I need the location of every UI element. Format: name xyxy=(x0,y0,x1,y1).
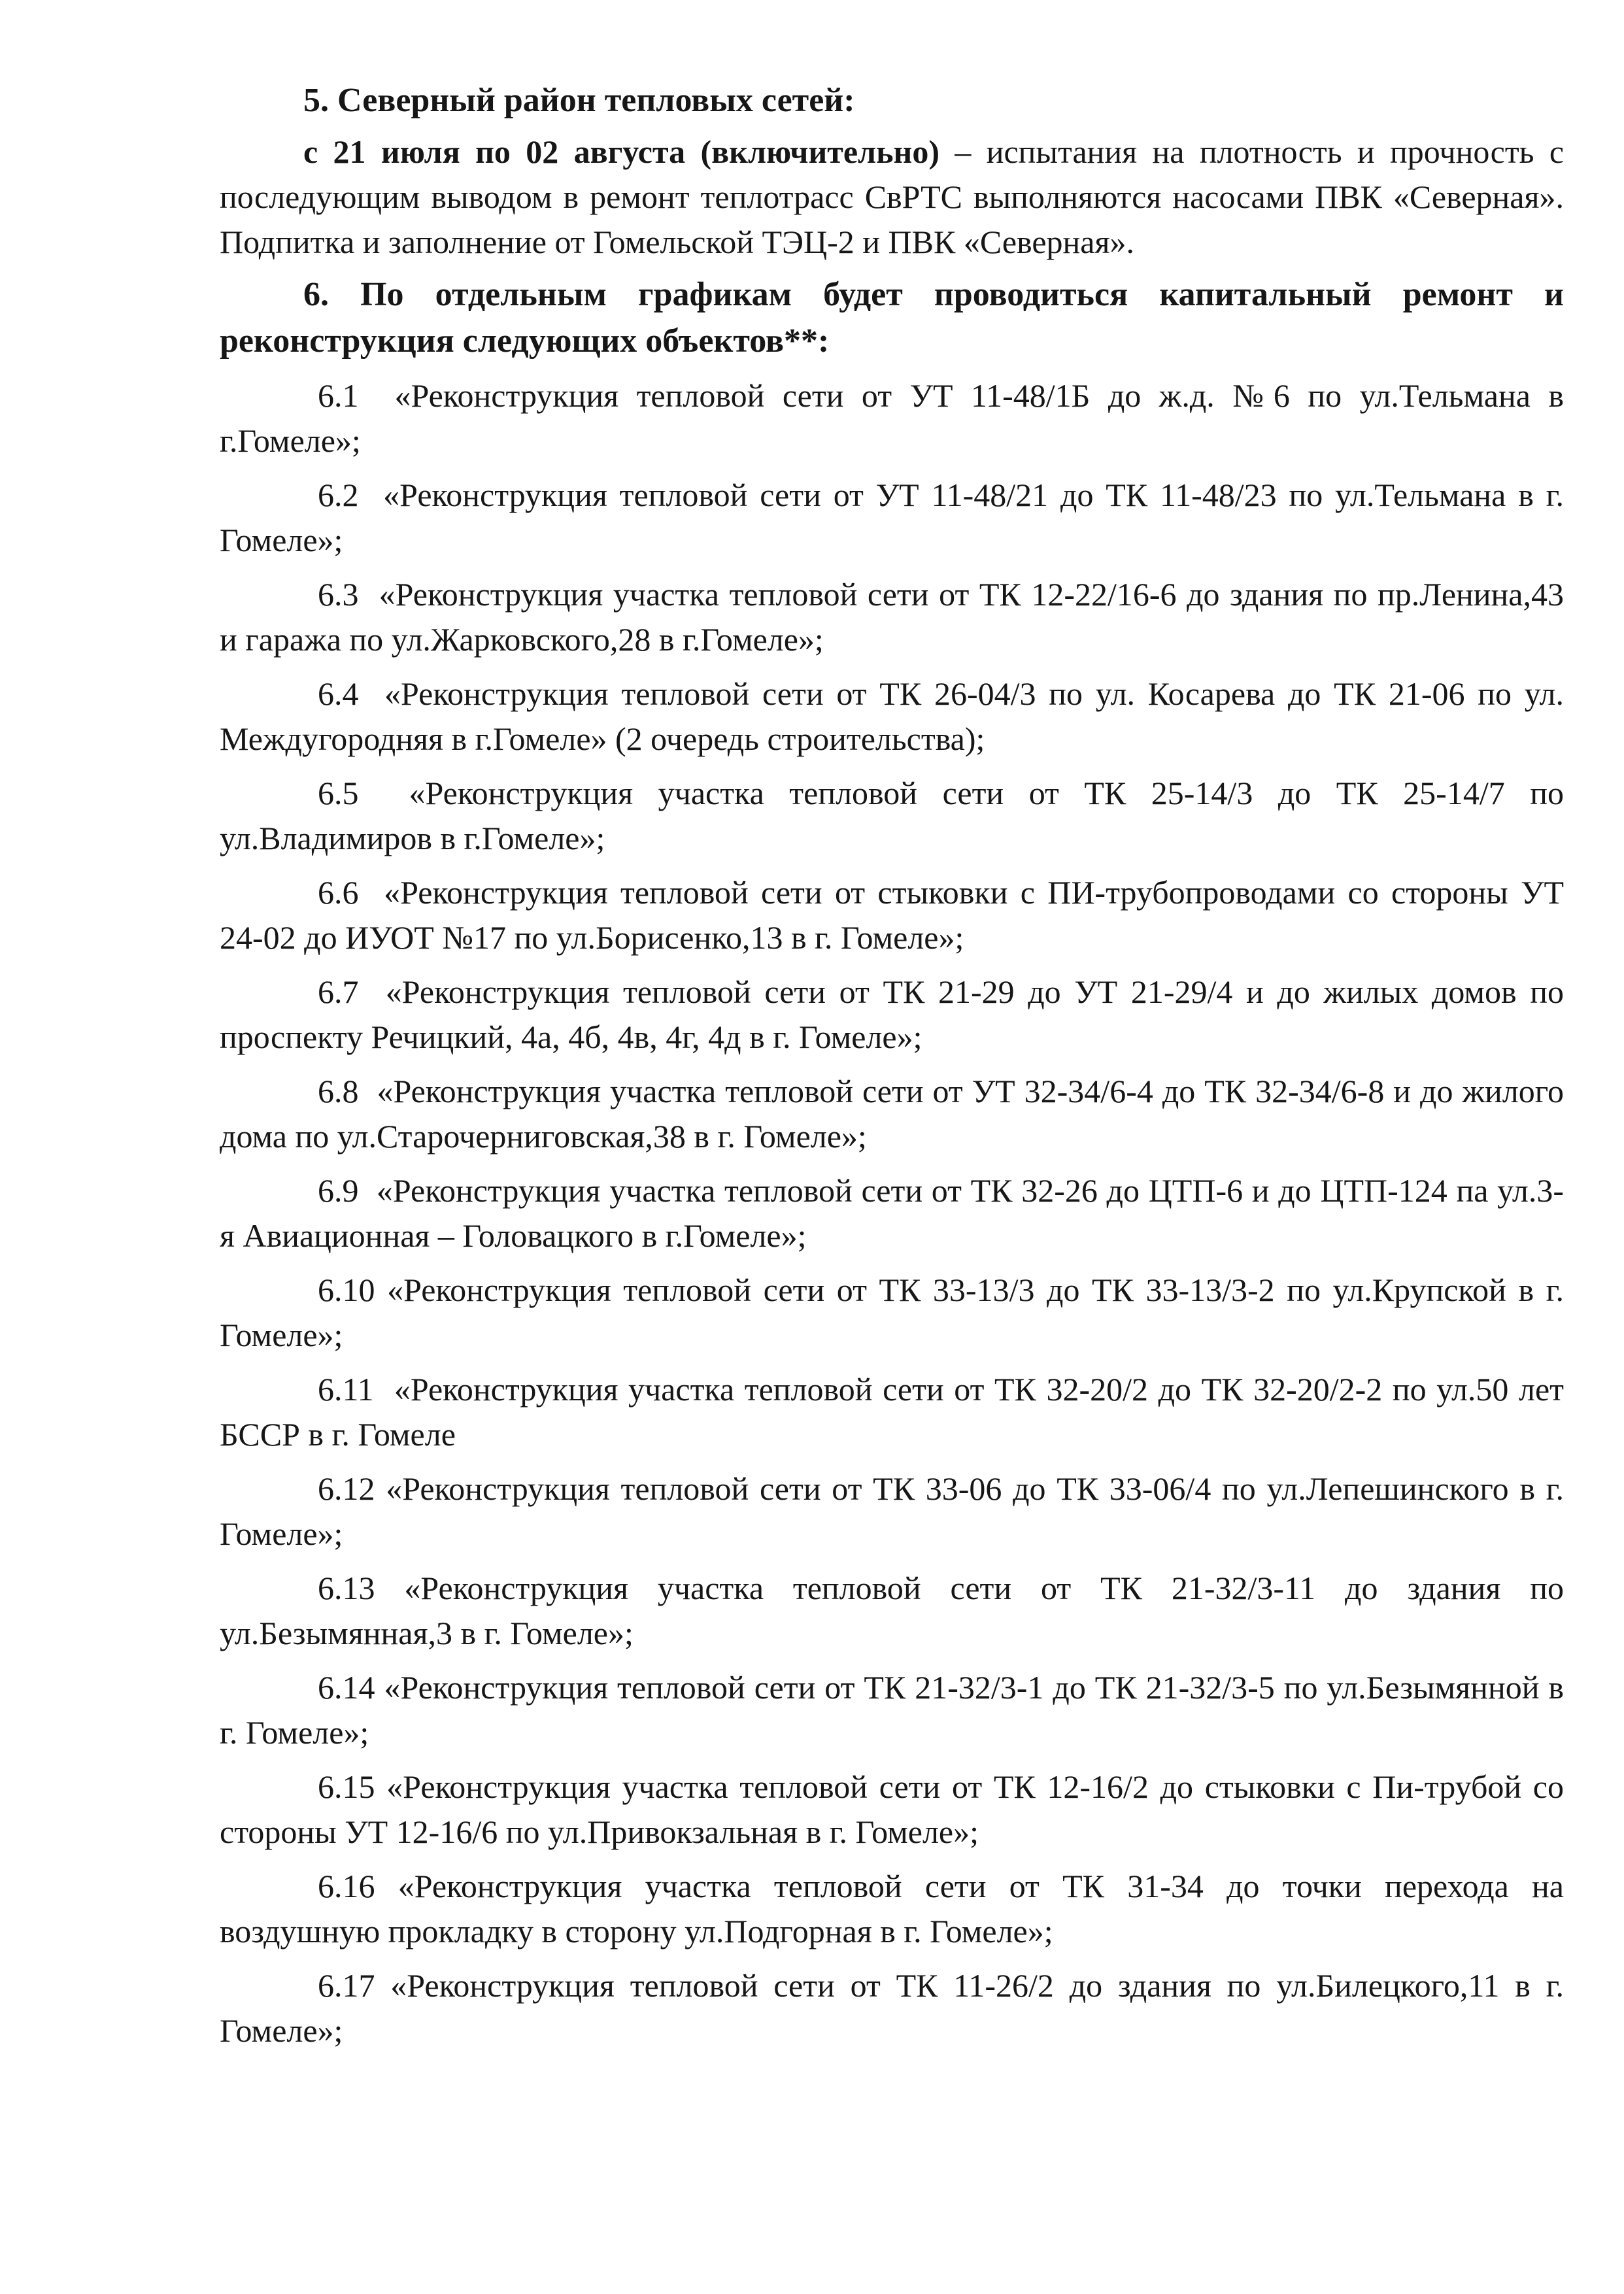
item-text: «Реконструкция тепловой сети от стыковки с ПИ-трубопроводами со стороны УТ 24-02 до ИУОТ №17 по ул.Борисенко,13 в г. Гомеле»; xyxy=(220,874,1564,956)
item-number: 6.2 xyxy=(318,477,359,513)
list-item xyxy=(220,1069,1564,1159)
item-text: «Реконструкция участка тепловой сети от ТК 21-32/3-11 до здания по ул.Безымянная,3 в г. Гомеле»; xyxy=(220,1570,1564,1651)
item-number: 6.17 xyxy=(318,1967,375,2004)
section-5-period: с 21 июля по 02 августа (включительно) xyxy=(303,133,940,170)
item-text: «Реконструкция участка тепловой сети от ТК 31-34 до точки перехода на воздушную прокладку в сторону ул.Подгорная в г. Гомеле»; xyxy=(220,1868,1564,1949)
item-text: «Реконструкция тепловой сети от ТК 11-26/2 до здания по ул.Билецкого,11 в г. Гомеле»; xyxy=(220,1967,1564,2049)
item-text: «Реконструкция тепловой сети от ТК 21-32/3-1 до ТК 21-32/3-5 по ул.Безымянной в г. Гомеле»; xyxy=(220,1669,1565,1751)
item-number: 6.4 xyxy=(318,675,359,712)
list-item xyxy=(220,1665,1564,1755)
list-item xyxy=(220,1466,1564,1557)
item-text: «Реконструкция тепловой сети от ТК 33-13/3 до ТК 33-13/3-2 по ул.Крупской в г. Гомеле»; xyxy=(220,1272,1565,1353)
item-text: «Реконструкция участка тепловой сети от ТК 25-14/3 до ТК 25-14/7 по ул.Владимиров в г.Гомеле»; xyxy=(220,775,1564,856)
list-item xyxy=(220,1566,1564,1656)
item-number: 6.14 xyxy=(318,1669,375,1706)
item-number: 6.15 xyxy=(318,1768,375,1805)
item-number: 6.10 xyxy=(318,1272,375,1308)
item-text: «Реконструкция тепловой сети от ТК 26-04/3 по ул. Косарева до ТК 21-06 по ул. Междугородняя в г.Гомеле» (2 очередь строительства); xyxy=(220,675,1564,757)
item-number: 6.11 xyxy=(318,1371,374,1408)
section-5-description: – испытания на плотность и прочность с последующим выводом в ремонт теплотрасс СвРТС выполняются насосами ПВК «Северная». Подпитка и заполнение от Гомельской ТЭЦ-2 и ПВК «Северная». xyxy=(220,133,1565,260)
list-item xyxy=(220,1764,1564,1855)
item-number: 6.3 xyxy=(318,576,359,613)
item-number: 6.5 xyxy=(318,775,359,811)
list-item xyxy=(220,771,1564,861)
list-item xyxy=(220,572,1564,662)
item-number: 6.6 xyxy=(318,874,359,911)
item-number: 6.16 xyxy=(318,1868,375,1904)
list-item xyxy=(220,671,1564,762)
section-5-heading: 5. Северный район тепловых сетей: xyxy=(303,82,855,119)
item-text: «Реконструкция участка тепловой сети от ТК 12-16/2 до стыковки с Пи-трубой со стороны УТ 12-16/6 по ул.Привокзальная в г. Гомеле»; xyxy=(220,1768,1564,1850)
list-item xyxy=(220,1963,1564,2053)
section-6-heading: 6. По отдельным графикам будет проводиться капитальный ремонт и реконструкция следующих объектов**: xyxy=(220,276,1564,360)
item-number: 6.9 xyxy=(318,1172,359,1209)
item-text: «Реконструкция участка тепловой сети от ТК 12-22/16-6 до здания по пр.Ленина,43 и гаража по ул.Жарковского,28 в г.Гомеле»; xyxy=(220,576,1565,658)
item-number: 6.12 xyxy=(318,1470,375,1507)
item-number: 6.7 xyxy=(318,973,359,1010)
list-item xyxy=(220,970,1564,1060)
item-text: «Реконструкция участка тепловой сети от УТ 32-34/6-4 до ТК 32-34/6-8 и до жилого дома по ул.Старочерниговская,38 в г. Гомеле»; xyxy=(220,1073,1564,1155)
item-number: 6.1 xyxy=(318,377,359,414)
item-text: «Реконструкция тепловой сети от ТК 21-29 до УТ 21-29/4 и до жилых домов по проспекту Речицкий, 4а, 4б, 4в, 4г, 4д в г. Гомеле»; xyxy=(220,973,1565,1055)
item-text: «Реконструкция участка тепловой сети от ТК 32-26 до ЦТП-6 и до ЦТП-124 па ул.3-я Авиационная – Головацкого в г.Гомеле»; xyxy=(220,1172,1564,1254)
item-text: «Реконструкция тепловой сети от УТ 11-48/21 до ТК 11-48/23 по ул.Тельмана в г. Гомеле»; xyxy=(220,477,1565,558)
item-text: «Реконструкция тепловой сети от УТ 11-48/1Б до ж.д. №6 по ул.Тельмана в г.Гомеле»; xyxy=(220,377,1564,459)
list-item xyxy=(220,1864,1564,1954)
item-text: «Реконструкция участка тепловой сети от ТК 32-20/2 до ТК 32-20/2-2 по ул.50 лет БССР в г. Гомеле xyxy=(220,1371,1565,1453)
list-item xyxy=(220,473,1564,563)
section-5-text xyxy=(220,129,1564,265)
list-item xyxy=(220,1367,1564,1457)
item-number: 6.8 xyxy=(318,1073,359,1109)
item-text: «Реконструкция тепловой сети от ТК 33-06 до ТК 33-06/4 по ул.Лепешинского в г. Гомеле»; xyxy=(220,1470,1564,1552)
list-item xyxy=(220,870,1564,960)
list-item xyxy=(220,373,1564,464)
item-number: 6.13 xyxy=(318,1570,375,1606)
document-page xyxy=(220,77,1564,2053)
list-item xyxy=(220,1168,1564,1258)
list-item xyxy=(220,1268,1564,1358)
